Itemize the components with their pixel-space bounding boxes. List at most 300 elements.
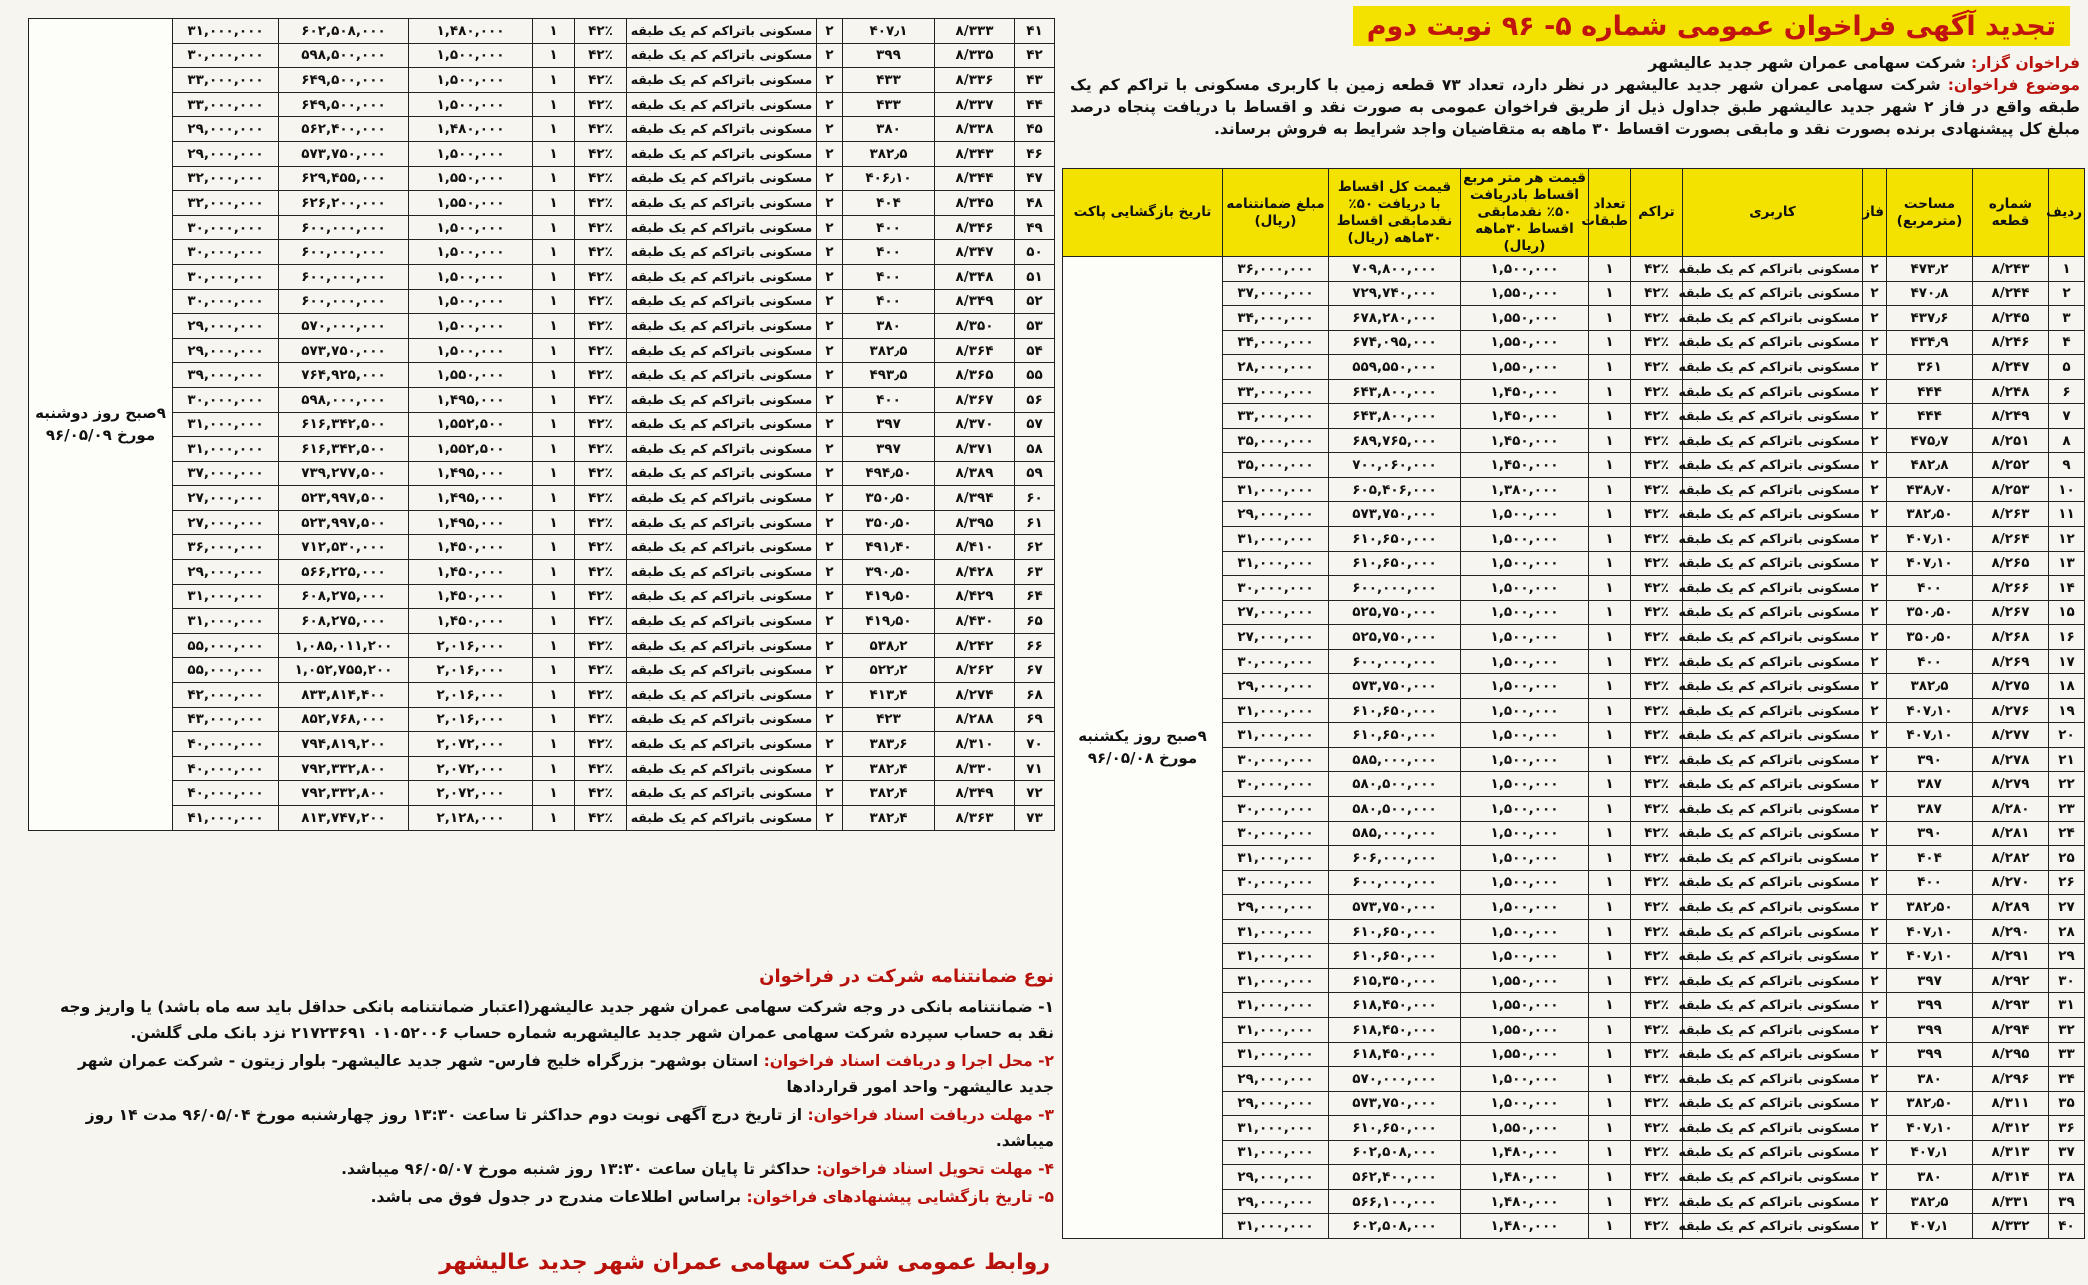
- header-usage: کاربری: [1683, 169, 1863, 257]
- cell-price-per-sqm: ۱,۵۰۰,۰۰۰: [1461, 502, 1589, 527]
- cell-guarantee-amount: ۲۸,۰۰۰,۰۰۰: [1223, 355, 1329, 380]
- cell-phase: ۲: [1863, 576, 1887, 601]
- cell-floors: ۱: [1589, 576, 1631, 601]
- cell-guarantee-amount: ۳۱,۰۰۰,۰۰۰: [1223, 944, 1329, 969]
- cell-usage: مسکونی باتراکم کم یک طبقه: [627, 535, 817, 560]
- table-row: [29, 658, 1055, 683]
- cell-density: ۴۲٪: [1631, 649, 1683, 674]
- cell-price-per-sqm: ۱,۵۰۰,۰۰۰: [1461, 772, 1589, 797]
- cell-lot-number: ۸/۲۹۴: [1973, 1017, 2049, 1042]
- cell-floors: ۱: [1589, 379, 1631, 404]
- cell-phase: ۲: [1863, 502, 1887, 527]
- cell-area: ۴۰۰: [1887, 576, 1973, 601]
- cell-lot-number: ۸/۳۴۴: [935, 166, 1015, 191]
- cell-lot-number: ۸/۲۴۷: [1973, 355, 2049, 380]
- cell-lot-number: ۸/۲۶۵: [1973, 551, 2049, 576]
- cell-usage: مسکونی باتراکم کم یک طبقه: [1683, 330, 1863, 355]
- cell-floors: ۱: [1589, 306, 1631, 331]
- table-row: [29, 732, 1055, 757]
- cell-price-per-sqm: ۱,۵۰۰,۰۰۰: [409, 240, 533, 265]
- cell-density: ۴۲٪: [575, 289, 627, 314]
- cell-price-per-sqm: ۱,۵۰۰,۰۰۰: [409, 141, 533, 166]
- cell-lot-number: ۸/۲۶۶: [1973, 576, 2049, 601]
- cell-phase: ۲: [817, 412, 843, 437]
- cell-phase: ۲: [817, 68, 843, 93]
- cell-guarantee-amount: ۳۱,۰۰۰,۰۰۰: [1223, 723, 1329, 748]
- cell-guarantee-amount: ۲۹,۰۰۰,۰۰۰: [173, 117, 279, 142]
- cell-density: ۴۲٪: [1631, 257, 1683, 282]
- cell-floors: ۱: [1589, 1042, 1631, 1067]
- cell-phase: ۲: [1863, 674, 1887, 699]
- cell-usage: مسکونی باتراکم کم یک طبقه: [627, 166, 817, 191]
- cell-usage: مسکونی باتراکم کم یک طبقه: [627, 264, 817, 289]
- cell-price-per-sqm: ۱,۵۵۰,۰۰۰: [1461, 1042, 1589, 1067]
- cell-guarantee-amount: ۲۹,۰۰۰,۰۰۰: [1223, 502, 1329, 527]
- cell-lot-number: ۸/۲۸۱: [1973, 821, 2049, 846]
- cell-price-per-sqm: ۱,۴۵۰,۰۰۰: [1461, 428, 1589, 453]
- cell-density: ۴۲٪: [575, 560, 627, 585]
- cell-floors: ۱: [533, 43, 575, 68]
- cell-total-price: ۵۸۰,۵۰۰,۰۰۰: [1329, 772, 1461, 797]
- cell-price-per-sqm: ۱,۵۰۰,۰۰۰: [409, 215, 533, 240]
- cell-guarantee-amount: ۲۷,۰۰۰,۰۰۰: [1223, 600, 1329, 625]
- cell-row-number: ۱۳: [2049, 551, 2085, 576]
- cell-floors: ۱: [1589, 723, 1631, 748]
- cell-guarantee-amount: ۳۰,۰۰۰,۰۰۰: [173, 289, 279, 314]
- cell-floors: ۱: [533, 68, 575, 93]
- cell-density: ۴۲٪: [1631, 330, 1683, 355]
- cell-price-per-sqm: ۲,۰۷۲,۰۰۰: [409, 732, 533, 757]
- cell-total-price: ۵۸۰,۵۰۰,۰۰۰: [1329, 797, 1461, 822]
- cell-floors: ۱: [533, 609, 575, 634]
- cell-row-number: ۶۲: [1015, 535, 1055, 560]
- cell-area: ۳۵۰٫۵۰: [843, 486, 935, 511]
- cell-guarantee-amount: ۳۳,۰۰۰,۰۰۰: [1223, 404, 1329, 429]
- cell-total-price: ۵۲۳,۹۹۷,۵۰۰: [279, 510, 409, 535]
- cell-row-number: ۴۳: [1015, 68, 1055, 93]
- cell-lot-number: ۸/۲۹۲: [1973, 968, 2049, 993]
- cell-floors: ۱: [533, 756, 575, 781]
- cell-price-per-sqm: ۱,۵۰۰,۰۰۰: [1461, 723, 1589, 748]
- table-row: [29, 43, 1055, 68]
- cell-price-per-sqm: ۱,۳۸۰,۰۰۰: [1461, 477, 1589, 502]
- cell-row-number: ۳۳: [2049, 1042, 2085, 1067]
- cell-price-per-sqm: ۲,۱۲۸,۰۰۰: [409, 806, 533, 831]
- cell-total-price: ۷۲۹,۷۴۰,۰۰۰: [1329, 281, 1461, 306]
- cell-phase: ۲: [817, 166, 843, 191]
- cell-area: ۳۸۲٫۵۰: [1887, 502, 1973, 527]
- cell-usage: مسکونی باتراکم کم یک طبقه: [1683, 502, 1863, 527]
- cell-phase: ۲: [1863, 1140, 1887, 1165]
- cell-lot-number: ۸/۲۹۵: [1973, 1042, 2049, 1067]
- cell-floors: ۱: [533, 215, 575, 240]
- cell-phase: ۲: [1863, 1189, 1887, 1214]
- cell-total-price: ۵۷۳,۷۵۰,۰۰۰: [1329, 502, 1461, 527]
- table-row: [29, 141, 1055, 166]
- cell-guarantee-amount: ۲۷,۰۰۰,۰۰۰: [173, 486, 279, 511]
- cell-price-per-sqm: ۱,۵۰۰,۰۰۰: [1461, 870, 1589, 895]
- cell-total-price: ۶۰۰,۰۰۰,۰۰۰: [279, 240, 409, 265]
- notes-title: نوع ضمانتنامه شرکت در فراخوان: [759, 966, 1054, 987]
- cell-lot-number: ۸/۲۷۷: [1973, 723, 2049, 748]
- cell-usage: مسکونی باتراکم کم یک طبقه: [1683, 379, 1863, 404]
- header-guarantee-amount: مبلغ ضمانتنامه (ریال): [1223, 169, 1329, 257]
- cell-row-number: ۲۹: [2049, 944, 2085, 969]
- cell-floors: ۱: [533, 338, 575, 363]
- cell-area: ۳۸۲٫۴: [843, 781, 935, 806]
- cell-density: ۴۲٪: [1631, 698, 1683, 723]
- cell-usage: مسکونی باتراکم کم یک طبقه: [1683, 600, 1863, 625]
- cell-area: ۴۴۴: [1887, 379, 1973, 404]
- left-section: [28, 18, 1054, 1275]
- cell-area: ۵۳۸٫۲: [843, 633, 935, 658]
- cell-row-number: ۱: [2049, 257, 2085, 282]
- cell-area: ۴۳۷٫۶: [1887, 306, 1973, 331]
- cell-density: ۴۲٪: [575, 215, 627, 240]
- cell-area: ۳۸۳٫۶: [843, 732, 935, 757]
- cell-lot-number: ۸/۳۴۳: [935, 141, 1015, 166]
- cell-total-price: ۵۹۸,۰۰۰,۰۰۰: [279, 387, 409, 412]
- cell-lot-number: ۸/۲۷۵: [1973, 674, 2049, 699]
- header-floors: تعداد طبقات: [1589, 169, 1631, 257]
- cell-lot-number: ۸/۳۱۰: [935, 732, 1015, 757]
- cell-total-price: ۶۱۰,۶۵۰,۰۰۰: [1329, 919, 1461, 944]
- cell-usage: مسکونی باتراکم کم یک طبقه: [627, 584, 817, 609]
- cell-phase: ۲: [817, 289, 843, 314]
- table-row: [29, 68, 1055, 93]
- cell-row-number: ۶۴: [1015, 584, 1055, 609]
- cell-area: ۴۰۷٫۱: [843, 19, 935, 44]
- cell-area: ۳۹۰: [1887, 821, 1973, 846]
- cell-density: ۴۲٪: [1631, 895, 1683, 920]
- cell-floors: ۱: [533, 683, 575, 708]
- cell-guarantee-amount: ۳۰,۰۰۰,۰۰۰: [1223, 821, 1329, 846]
- cell-price-per-sqm: ۲,۰۷۲,۰۰۰: [409, 756, 533, 781]
- cell-area: ۴۱۹٫۵۰: [843, 584, 935, 609]
- cell-usage: مسکونی باتراکم کم یک طبقه: [627, 191, 817, 216]
- cell-row-number: ۳۰: [2049, 968, 2085, 993]
- cell-price-per-sqm: ۱,۴۵۰,۰۰۰: [1461, 404, 1589, 429]
- cell-area: ۴۰۰: [843, 289, 935, 314]
- cell-guarantee-amount: ۳۰,۰۰۰,۰۰۰: [1223, 747, 1329, 772]
- cell-floors: ۱: [1589, 527, 1631, 552]
- cell-floors: ۱: [1589, 1067, 1631, 1092]
- cell-lot-number: ۸/۳۴۹: [935, 289, 1015, 314]
- table-row: [29, 535, 1055, 560]
- cell-total-price: ۶۱۸,۴۵۰,۰۰۰: [1329, 1042, 1461, 1067]
- cell-phase: ۲: [817, 314, 843, 339]
- cell-floors: ۱: [1589, 1140, 1631, 1165]
- cell-price-per-sqm: ۱,۵۰۰,۰۰۰: [409, 314, 533, 339]
- cell-lot-number: ۸/۲۴۸: [1973, 379, 2049, 404]
- cell-row-number: ۲: [2049, 281, 2085, 306]
- opening-deadline-cell: ۹صبح روز یکشنبه مورخ ۹۶/۰۵/۰۸: [1063, 257, 1223, 1239]
- table-row: [29, 510, 1055, 535]
- header-price-per-sqm: قیمت هر متر مربع اقساط بادریافت ۵۰٪ نقدمابقی اقساط ۳۰ماهه (ریال): [1461, 169, 1589, 257]
- cell-row-number: ۶۹: [1015, 707, 1055, 732]
- cell-lot-number: ۸/۳۳۵: [935, 43, 1015, 68]
- cell-floors: ۱: [533, 560, 575, 585]
- cell-lot-number: ۸/۳۳۳: [935, 19, 1015, 44]
- cell-price-per-sqm: ۱,۵۰۰,۰۰۰: [1461, 576, 1589, 601]
- cell-usage: مسکونی باتراکم کم یک طبقه: [627, 19, 817, 44]
- cell-total-price: ۵۲۳,۹۹۷,۵۰۰: [279, 486, 409, 511]
- cell-price-per-sqm: ۱,۴۸۰,۰۰۰: [409, 117, 533, 142]
- table-row: [29, 289, 1055, 314]
- table-row: [1063, 257, 2085, 282]
- cell-density: ۴۲٪: [1631, 600, 1683, 625]
- cell-usage: مسکونی باتراکم کم یک طبقه: [627, 240, 817, 265]
- cell-phase: ۲: [817, 510, 843, 535]
- cell-floors: ۱: [1589, 674, 1631, 699]
- cell-phase: ۲: [817, 363, 843, 388]
- cell-lot-number: ۸/۲۵۱: [1973, 428, 2049, 453]
- cell-price-per-sqm: ۱,۵۵۰,۰۰۰: [1461, 355, 1589, 380]
- cell-floors: ۱: [1589, 919, 1631, 944]
- cell-total-price: ۵۲۵,۷۵۰,۰۰۰: [1329, 600, 1461, 625]
- cell-row-number: ۱۲: [2049, 527, 2085, 552]
- cell-total-price: ۶۱۰,۶۵۰,۰۰۰: [1329, 527, 1461, 552]
- cell-lot-number: ۸/۲۹۳: [1973, 993, 2049, 1018]
- cell-row-number: ۲۵: [2049, 846, 2085, 871]
- cell-usage: مسکونی باتراکم کم یک طبقه: [627, 215, 817, 240]
- cell-area: ۴۰۷٫۱۰: [1887, 527, 1973, 552]
- cell-guarantee-amount: ۲۹,۰۰۰,۰۰۰: [1223, 895, 1329, 920]
- cell-usage: مسکونی باتراکم کم یک طبقه: [1683, 1017, 1863, 1042]
- cell-price-per-sqm: ۱,۵۰۰,۰۰۰: [409, 43, 533, 68]
- cell-lot-number: ۸/۲۵۲: [1973, 453, 2049, 478]
- cell-row-number: ۴۶: [1015, 141, 1055, 166]
- cell-price-per-sqm: ۱,۵۵۲,۵۰۰: [409, 412, 533, 437]
- cell-density: ۴۲٪: [575, 461, 627, 486]
- cell-usage: مسکونی باتراکم کم یک طبقه: [627, 289, 817, 314]
- cell-price-per-sqm: ۱,۴۵۰,۰۰۰: [1461, 453, 1589, 478]
- cell-guarantee-amount: ۵۵,۰۰۰,۰۰۰: [173, 633, 279, 658]
- cell-usage: مسکونی باتراکم کم یک طبقه: [627, 437, 817, 462]
- cell-guarantee-amount: ۳۰,۰۰۰,۰۰۰: [173, 387, 279, 412]
- cell-row-number: ۳۶: [2049, 1116, 2085, 1141]
- cell-density: ۴۲٪: [1631, 968, 1683, 993]
- cell-usage: مسکونی باتراکم کم یک طبقه: [1683, 576, 1863, 601]
- cell-area: ۳۹۰٫۵۰: [843, 560, 935, 585]
- cell-usage: مسکونی باتراکم کم یک طبقه: [1683, 453, 1863, 478]
- cell-area: ۴۷۵٫۷: [1887, 428, 1973, 453]
- cell-total-price: ۷۹۲,۳۳۲,۸۰۰: [279, 756, 409, 781]
- lots-table-right: [1062, 168, 2085, 1239]
- cell-total-price: ۶۰۲,۵۰۸,۰۰۰: [279, 19, 409, 44]
- table-row: [29, 707, 1055, 732]
- cell-price-per-sqm: ۱,۵۰۰,۰۰۰: [1461, 1067, 1589, 1092]
- cell-floors: ۱: [1589, 551, 1631, 576]
- cell-floors: ۱: [1589, 1214, 1631, 1239]
- cell-price-per-sqm: ۱,۴۸۰,۰۰۰: [1461, 1165, 1589, 1190]
- cell-price-per-sqm: ۱,۵۵۰,۰۰۰: [1461, 330, 1589, 355]
- cell-floors: ۱: [533, 191, 575, 216]
- cell-price-per-sqm: ۱,۵۵۰,۰۰۰: [1461, 1017, 1589, 1042]
- cell-area: ۳۸۲٫۵: [1887, 674, 1973, 699]
- cell-floors: ۱: [1589, 625, 1631, 650]
- cell-guarantee-amount: ۳۱,۰۰۰,۰۰۰: [1223, 968, 1329, 993]
- cell-guarantee-amount: ۴۱,۰۰۰,۰۰۰: [173, 806, 279, 831]
- cell-density: ۴۲٪: [575, 240, 627, 265]
- cell-total-price: ۷۰۰,۰۶۰,۰۰۰: [1329, 453, 1461, 478]
- cell-density: ۴۲٪: [1631, 428, 1683, 453]
- cell-price-per-sqm: ۱,۵۰۰,۰۰۰: [409, 68, 533, 93]
- cell-row-number: ۱۵: [2049, 600, 2085, 625]
- cell-floors: ۱: [533, 732, 575, 757]
- note-location: [42, 1048, 1054, 1100]
- cell-lot-number: ۸/۳۳۸: [935, 117, 1015, 142]
- cell-price-per-sqm: ۱,۴۹۵,۰۰۰: [409, 510, 533, 535]
- cell-row-number: ۳۸: [2049, 1165, 2085, 1190]
- cell-guarantee-amount: ۳۱,۰۰۰,۰۰۰: [1223, 1017, 1329, 1042]
- cell-guarantee-amount: ۳۳,۰۰۰,۰۰۰: [1223, 379, 1329, 404]
- cell-phase: ۲: [1863, 477, 1887, 502]
- header-row-number: ردیف: [2049, 169, 2085, 257]
- table-row: [29, 387, 1055, 412]
- cell-floors: ۱: [533, 535, 575, 560]
- cell-floors: ۱: [533, 117, 575, 142]
- cell-floors: ۱: [1589, 1017, 1631, 1042]
- cell-lot-number: ۸/۲۸۲: [1973, 846, 2049, 871]
- cell-area: ۴۰۷٫۱۰: [1887, 698, 1973, 723]
- cell-usage: مسکونی باتراکم کم یک طبقه: [627, 658, 817, 683]
- cell-phase: ۲: [817, 806, 843, 831]
- cell-density: ۴۲٪: [1631, 1091, 1683, 1116]
- cell-density: ۴۲٪: [1631, 379, 1683, 404]
- cell-area: ۳۵۰٫۵۰: [1887, 625, 1973, 650]
- cell-usage: مسکونی باتراکم کم یک طبقه: [1683, 797, 1863, 822]
- cell-area: ۳۸۰: [1887, 1165, 1973, 1190]
- cell-guarantee-amount: ۴۳,۰۰۰,۰۰۰: [173, 707, 279, 732]
- cell-density: ۴۲٪: [1631, 1140, 1683, 1165]
- cell-total-price: ۵۷۰,۰۰۰,۰۰۰: [1329, 1067, 1461, 1092]
- cell-area: ۴۷۰٫۸: [1887, 281, 1973, 306]
- cell-phase: ۲: [1863, 919, 1887, 944]
- cell-usage: مسکونی باتراکم کم یک طبقه: [1683, 1042, 1863, 1067]
- cell-row-number: ۳۲: [2049, 1017, 2085, 1042]
- cell-density: ۴۲٪: [1631, 846, 1683, 871]
- footer-signature: روابط عمومی شرکت سهامی عمران شهر جدید عالیشهر: [439, 1250, 1050, 1275]
- intro-text: [1070, 52, 2080, 140]
- cell-total-price: ۶۱۰,۶۵۰,۰۰۰: [1329, 551, 1461, 576]
- cell-floors: ۱: [533, 510, 575, 535]
- cell-usage: مسکونی باتراکم کم یک طبقه: [627, 314, 817, 339]
- cell-lot-number: ۸/۲۴۴: [1973, 281, 2049, 306]
- cell-floors: ۱: [533, 92, 575, 117]
- cell-total-price: ۶۰۵,۴۰۶,۰۰۰: [1329, 477, 1461, 502]
- cell-area: ۴۰۷٫۱۰: [1887, 944, 1973, 969]
- cell-density: ۴۲٪: [575, 756, 627, 781]
- cell-lot-number: ۸/۳۹۵: [935, 510, 1015, 535]
- cell-guarantee-amount: ۲۹,۰۰۰,۰۰۰: [1223, 674, 1329, 699]
- cell-usage: مسکونی باتراکم کم یک طبقه: [1683, 1091, 1863, 1116]
- cell-total-price: ۶۲۶,۲۰۰,۰۰۰: [279, 191, 409, 216]
- cell-guarantee-amount: ۳۱,۰۰۰,۰۰۰: [1223, 477, 1329, 502]
- cell-lot-number: ۸/۳۴۹: [935, 781, 1015, 806]
- table-row: [29, 215, 1055, 240]
- cell-density: ۴۲٪: [575, 732, 627, 757]
- table-row: [29, 806, 1055, 831]
- cell-usage: مسکونی باتراکم کم یک طبقه: [1683, 527, 1863, 552]
- cell-guarantee-amount: ۴۰,۰۰۰,۰۰۰: [173, 732, 279, 757]
- cell-density: ۴۲٪: [575, 633, 627, 658]
- cell-lot-number: ۸/۲۶۲: [935, 658, 1015, 683]
- cell-phase: ۲: [817, 338, 843, 363]
- subject-label: موضوع فراخوان:: [1947, 76, 2080, 94]
- cell-row-number: ۶۷: [1015, 658, 1055, 683]
- cell-lot-number: ۸/۳۵۰: [935, 314, 1015, 339]
- cell-density: ۴۲٪: [1631, 870, 1683, 895]
- cell-phase: ۲: [817, 584, 843, 609]
- note-delivery-deadline: [42, 1156, 1054, 1182]
- cell-floors: ۱: [1589, 1165, 1631, 1190]
- cell-row-number: ۵۳: [1015, 314, 1055, 339]
- cell-total-price: ۵۸۵,۰۰۰,۰۰۰: [1329, 821, 1461, 846]
- cell-density: ۴۲٪: [1631, 306, 1683, 331]
- table-row: [29, 437, 1055, 462]
- cell-area: ۵۲۲٫۲: [843, 658, 935, 683]
- cell-usage: مسکونی باتراکم کم یک طبقه: [627, 633, 817, 658]
- cell-row-number: ۳۱: [2049, 993, 2085, 1018]
- cell-floors: ۱: [1589, 355, 1631, 380]
- cell-floors: ۱: [1589, 453, 1631, 478]
- cell-usage: مسکونی باتراکم کم یک طبقه: [1683, 870, 1863, 895]
- cell-area: ۳۹۰: [1887, 747, 1973, 772]
- cell-floors: ۱: [533, 314, 575, 339]
- cell-area: ۳۸۲٫۵: [843, 141, 935, 166]
- cell-phase: ۲: [817, 387, 843, 412]
- cell-total-price: ۶۲۹,۴۵۵,۰۰۰: [279, 166, 409, 191]
- cell-usage: مسکونی باتراکم کم یک طبقه: [1683, 1067, 1863, 1092]
- cell-price-per-sqm: ۱,۵۰۰,۰۰۰: [409, 289, 533, 314]
- cell-density: ۴۲٪: [575, 166, 627, 191]
- cell-guarantee-amount: ۳۰,۰۰۰,۰۰۰: [1223, 649, 1329, 674]
- cell-total-price: ۶۴۹,۵۰۰,۰۰۰: [279, 68, 409, 93]
- cell-price-per-sqm: ۱,۵۵۰,۰۰۰: [1461, 968, 1589, 993]
- cell-price-per-sqm: ۱,۵۰۰,۰۰۰: [409, 338, 533, 363]
- cell-guarantee-amount: ۴۰,۰۰۰,۰۰۰: [173, 781, 279, 806]
- cell-lot-number: ۸/۲۶۸: [1973, 625, 2049, 650]
- cell-density: ۴۲٪: [575, 264, 627, 289]
- cell-phase: ۲: [817, 92, 843, 117]
- cell-phase: ۲: [1863, 428, 1887, 453]
- cell-area: ۳۹۹: [843, 43, 935, 68]
- cell-density: ۴۲٪: [1631, 502, 1683, 527]
- cell-row-number: ۵۲: [1015, 289, 1055, 314]
- cell-guarantee-amount: ۳۵,۰۰۰,۰۰۰: [1223, 428, 1329, 453]
- cell-phase: ۲: [1863, 600, 1887, 625]
- header-total-price: قیمت کل اقساط با دریافت ۵۰٪ نقدمابقی اقساط ۳۰ماهه (ریال): [1329, 169, 1461, 257]
- cell-phase: ۲: [1863, 379, 1887, 404]
- note-delivery-value: حداکثر تا پایان ساعت ۱۳:۳۰ روز شنبه مورخ ۹۶/۰۵/۰۷ میباشد.: [341, 1160, 817, 1178]
- cell-lot-number: ۸/۲۶۹: [1973, 649, 2049, 674]
- cell-row-number: ۵۴: [1015, 338, 1055, 363]
- cell-usage: مسکونی باتراکم کم یک طبقه: [1683, 551, 1863, 576]
- cell-guarantee-amount: ۳۱,۰۰۰,۰۰۰: [1223, 698, 1329, 723]
- cell-floors: ۱: [1589, 846, 1631, 871]
- cell-price-per-sqm: ۱,۵۵۰,۰۰۰: [409, 191, 533, 216]
- header-opening-date: تاریخ بازگشایی پاکت: [1063, 169, 1223, 257]
- cell-density: ۴۲٪: [575, 437, 627, 462]
- cell-price-per-sqm: ۱,۵۰۰,۰۰۰: [1461, 846, 1589, 871]
- cell-density: ۴۲٪: [575, 363, 627, 388]
- cell-phase: ۲: [817, 732, 843, 757]
- cell-usage: مسکونی باتراکم کم یک طبقه: [627, 387, 817, 412]
- cell-floors: ۱: [533, 633, 575, 658]
- cell-phase: ۲: [1863, 1116, 1887, 1141]
- cell-usage: مسکونی باتراکم کم یک طبقه: [1683, 1189, 1863, 1214]
